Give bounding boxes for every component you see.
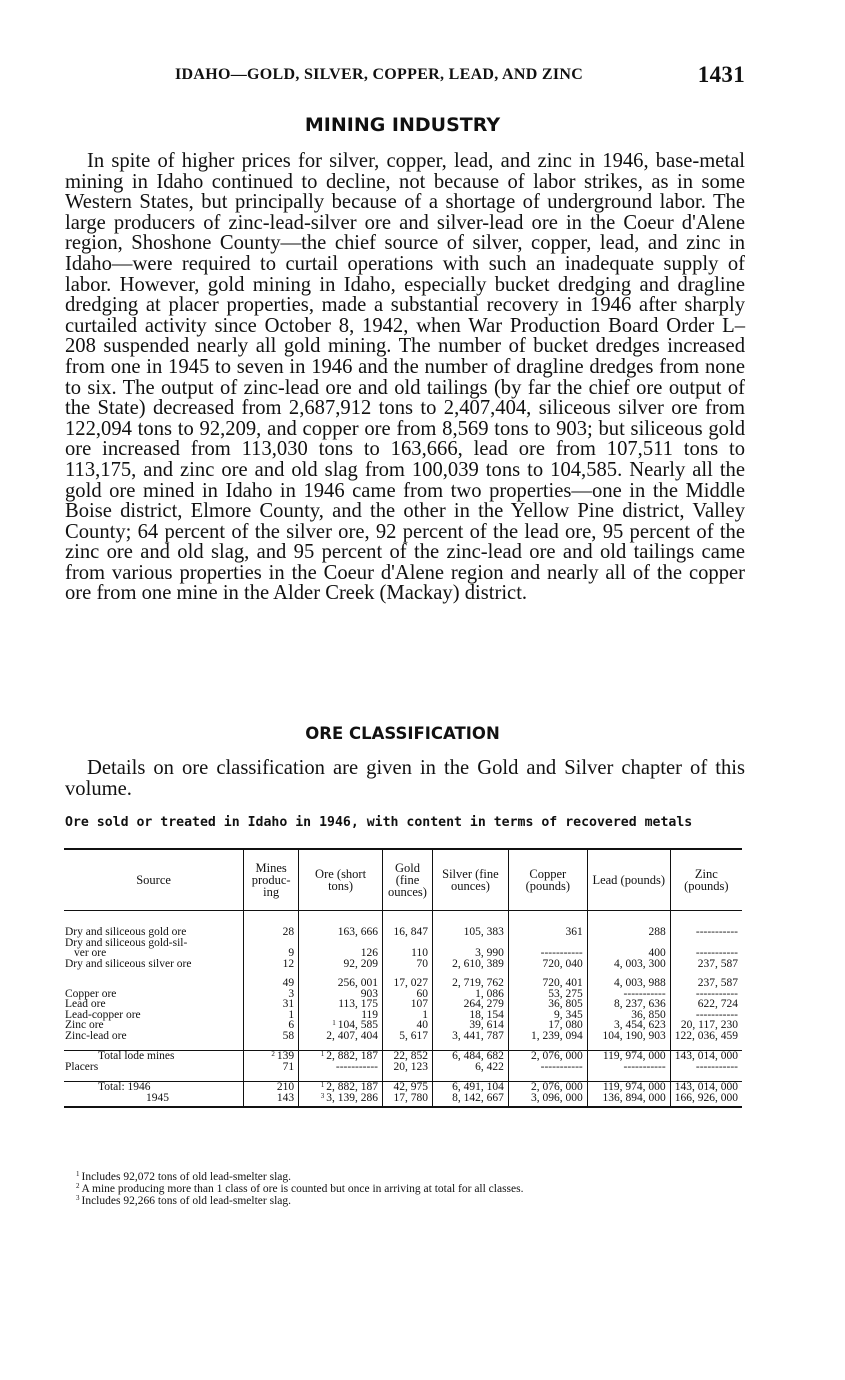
cell-copper: 3, 096, 000 xyxy=(508,1093,587,1104)
cell-copper: 2, 076, 000 xyxy=(508,1082,587,1093)
table-row xyxy=(64,1031,742,1042)
row-label: Lead-copper ore xyxy=(65,1008,141,1021)
cell-silver: 1, 086 xyxy=(432,989,508,1000)
cell-mines: 6 xyxy=(244,1020,299,1031)
cell-gold: 42, 975 xyxy=(383,1082,433,1093)
col-silver: Silver (fine ounces) xyxy=(432,849,508,911)
total-1946-row xyxy=(64,1082,742,1093)
footnote-mark: 2 xyxy=(271,1050,275,1058)
row-label: Dry and siliceous gold ore xyxy=(65,926,187,938)
col-copper: Copper (pounds) xyxy=(508,849,587,911)
cell-copper: 36, 805 xyxy=(508,999,587,1010)
cell-copper: ----------- xyxy=(508,1062,587,1073)
cell-mines: 143 xyxy=(244,1093,299,1104)
cell-silver: 6, 422 xyxy=(432,1062,508,1073)
table-row xyxy=(64,927,742,938)
cell-gold: 20, 123 xyxy=(383,1062,433,1073)
cell-ore: 92, 209 xyxy=(299,959,383,970)
cell-mines: 12 xyxy=(244,959,299,970)
col-mines: Mines produc- ing xyxy=(244,849,299,911)
cell-silver: 264, 279 xyxy=(432,999,508,1010)
footnote-mark: 1 xyxy=(76,1170,80,1178)
cell-gold: 17, 780 xyxy=(383,1093,433,1104)
footnote-mark: 1 xyxy=(320,1050,325,1058)
cell-zinc: 166, 926, 000 xyxy=(670,1093,742,1104)
cell-lead: ----------- xyxy=(587,1062,670,1073)
cell-ore-value: 2, 882, 187 xyxy=(326,1081,379,1093)
ore-table xyxy=(64,848,742,1108)
cell-zinc: 237, 587 xyxy=(670,978,742,989)
table-title: Ore sold or treated in Idaho in 1946, with content in terms of recovered metals xyxy=(65,815,693,830)
cell-lead: 8, 237, 636 xyxy=(587,999,670,1010)
cell-gold: 60 xyxy=(383,989,433,1000)
row-label: 1945 xyxy=(146,1091,169,1104)
cell-ore: 126 xyxy=(299,948,383,959)
cell-lead: ----------- xyxy=(587,989,670,1000)
cell-lead: 4, 003, 988 xyxy=(587,978,670,989)
cell-gold: 16, 847 xyxy=(383,927,433,938)
cell-mines: 210 xyxy=(244,1082,299,1093)
cell-ore: 163, 666 xyxy=(299,927,383,938)
cell-lead: 400 xyxy=(587,948,670,959)
table-row xyxy=(64,999,742,1010)
cell-lead: 119, 974, 000 xyxy=(587,1051,670,1062)
cell-gold: 70 xyxy=(383,959,433,970)
mining-industry-heading: MINING INDUSTRY xyxy=(304,114,501,136)
cell-copper: 361 xyxy=(508,927,587,938)
cell-silver: 6, 491, 104 xyxy=(432,1082,508,1093)
footnote-mark: 2 xyxy=(76,1182,80,1190)
table-row xyxy=(64,938,742,949)
table-header-row xyxy=(64,849,742,911)
col-zinc: Zinc (pounds) xyxy=(670,849,742,911)
cell-gold: 107 xyxy=(383,999,433,1010)
cell-zinc: 143, 014, 000 xyxy=(670,1051,742,1062)
cell-copper: 720, 401 xyxy=(508,978,587,989)
cell-zinc: 237, 587 xyxy=(670,959,742,970)
row-label: Placers xyxy=(65,1060,99,1073)
footnote xyxy=(76,1195,756,1207)
col-ore: Ore (short tons) xyxy=(299,849,383,911)
ore-classification-paragraph: Details on ore classification are given in the Gold and Silver chapter of this volume. xyxy=(65,757,745,800)
table-row xyxy=(64,1062,742,1073)
cell-lead: 104, 190, 903 xyxy=(587,1031,670,1042)
footnote-text: A mine producing more than 1 class of ore is counted but once in arriving at total for all classes. xyxy=(81,1183,524,1195)
footnote-mark: 3 xyxy=(320,1091,325,1100)
subtotal-row xyxy=(64,978,742,989)
col-source: Source xyxy=(64,849,244,911)
cell-ore: 113, 175 xyxy=(299,999,383,1010)
row-label: Dry and siliceous silver ore xyxy=(65,957,192,970)
row-label: Copper ore xyxy=(65,987,117,1000)
footnote-text: Includes 92,072 tons of old lead-smelter slag. xyxy=(81,1171,292,1183)
cell-mines: 1 xyxy=(244,1010,299,1021)
running-head: IDAHO—GOLD, SILVER, COPPER, LEAD, AND ZINC xyxy=(175,66,584,83)
cell-ore xyxy=(299,1020,383,1031)
cell-ore: 903 xyxy=(299,989,383,1000)
footnote-text: Includes 92,266 tons of old lead-smelter slag. xyxy=(81,1195,292,1207)
row-label: Lead ore xyxy=(65,998,106,1010)
cell-zinc: ----------- xyxy=(670,927,742,938)
cell-silver: 2, 719, 762 xyxy=(432,978,508,989)
cell-ore xyxy=(299,1093,383,1104)
cell-mines xyxy=(244,1051,299,1062)
row-label: Zinc-lead ore xyxy=(65,1029,127,1042)
row-label: ver ore xyxy=(74,947,107,959)
cell-copper: 17, 080 xyxy=(508,1020,587,1031)
col-lead: Lead (pounds) xyxy=(587,849,670,911)
table-row xyxy=(64,959,742,970)
cell-ore: 119 xyxy=(299,1010,383,1021)
cell-mines: 49 xyxy=(244,978,299,989)
cell-silver: 2, 610, 389 xyxy=(432,959,508,970)
cell-zinc: 20, 117, 230 xyxy=(670,1020,742,1031)
cell-zinc: 143, 014, 000 xyxy=(670,1082,742,1093)
cell-copper: ----------- xyxy=(508,948,587,959)
footnote xyxy=(76,1171,756,1183)
mining-industry-paragraph: In spite of higher prices for silver, copper, lead, and zinc in 1946, base-metal mining in Idaho continued to decline, not because of labor strikes, as in some Western States, but principally because of a shortage of underground labor. The large producers of zinc-lead-silver ore and silver-lead ore in the Coeur d'Alene region, Shoshone County—the chief source of silver, copper, lead, and zinc in Idaho—were required to curtail operations with such an inadequate supply of labor. However, gold mining in Idaho, especially bucket dredging and dragline dredging at placer properties, made a substantial recovery in 1946 after sharply curtailed activity since October 8, 1942, when War Production Board Order L–208 suspended nearly all gold mining. The number of bucket dredges increased from one in 1945 to seven in 1946 and the number of dragline dredges from none to six. The output of zinc-lead ore and old tailings (by far the chief ore output of the State) decreased from 2,687,912 tons to 2,407,404, siliceous silver ore from 122,094 tons to 92,209, and copper ore from 8,569 tons to 903; but siliceous gold ore increased from 113,030 tons to 163,666, lead ore from 107,511 tons to 113,175, and zinc ore and old slag from 100,039 tons to 104,585. Nearly all the gold ore mined in Idaho in 1946 came from two properties—one in the Middle Boise district, Elmore County, and the other in the Yellow Pine district, Valley County; 64 percent of the silver ore, 92 percent of the lead ore, 95 percent of the zinc ore and old slag, and 95 percent of the zinc-lead ore and old tailings came from various properties in the Coeur d'Alene region and nearly all of the copper ore from one mine in the Alder Creek (Mackay) district. xyxy=(65,150,745,605)
total-lode-row xyxy=(64,1051,742,1062)
cell-ore-value: 3, 139, 286 xyxy=(326,1091,379,1104)
cell-gold: 5, 617 xyxy=(383,1031,433,1042)
footnote xyxy=(76,1183,756,1195)
cell-ore xyxy=(299,1051,383,1062)
cell-ore: 256, 001 xyxy=(299,978,383,989)
cell-lead: 3, 454, 623 xyxy=(587,1020,670,1031)
cell-ore: 2, 407, 404 xyxy=(299,1031,383,1042)
cell-ore-value: 2, 882, 187 xyxy=(326,1050,379,1062)
cell-mines: 31 xyxy=(244,999,299,1010)
cell-gold: 17, 027 xyxy=(383,978,433,989)
cell-mines: 3 xyxy=(244,989,299,1000)
cell-lead: 4, 003, 300 xyxy=(587,959,670,970)
cell-gold: 1 xyxy=(383,1010,433,1021)
row-label: Zinc ore xyxy=(65,1019,104,1031)
cell-lead: 136, 894, 000 xyxy=(587,1093,670,1104)
cell-lead: 288 xyxy=(587,927,670,938)
cell-copper: 53, 275 xyxy=(508,989,587,1000)
cell-silver: 39, 614 xyxy=(432,1020,508,1031)
footnote-mark: 1 xyxy=(332,1019,336,1027)
cell-zinc: ----------- xyxy=(670,1010,742,1021)
cell-copper: 2, 076, 000 xyxy=(508,1051,587,1062)
footnote-mark: 3 xyxy=(76,1194,80,1202)
row-label: Total: 1946 xyxy=(64,1082,244,1093)
footnote-mark: 1 xyxy=(320,1081,325,1089)
ore-classification-heading: ORE CLASSIFICATION xyxy=(305,724,500,743)
cell-lead: 119, 974, 000 xyxy=(587,1082,670,1093)
cell-mines: 71 xyxy=(244,1062,299,1073)
table-row xyxy=(64,948,742,959)
page-number: 1431 xyxy=(697,62,745,87)
cell-zinc: ----------- xyxy=(670,948,742,959)
cell-zinc: 122, 036, 459 xyxy=(670,1031,742,1042)
cell-zinc: ----------- xyxy=(670,1062,742,1073)
col-gold: Gold (fine ounces) xyxy=(383,849,433,911)
cell-zinc: ----------- xyxy=(670,989,742,1000)
footnotes xyxy=(76,1171,756,1207)
table-row xyxy=(64,1020,742,1031)
cell-silver: 3, 990 xyxy=(432,948,508,959)
cell-gold: 110 xyxy=(383,948,433,959)
cell-silver: 6, 484, 682 xyxy=(432,1051,508,1062)
cell-mines: 58 xyxy=(244,1031,299,1042)
cell-copper: 9, 345 xyxy=(508,1010,587,1021)
cell-silver: 105, 383 xyxy=(432,927,508,938)
cell-zinc: 622, 724 xyxy=(670,999,742,1010)
cell-ore-value: 104, 585 xyxy=(337,1019,379,1031)
row-label: Total lode mines xyxy=(64,1051,244,1062)
cell-lead: 36, 850 xyxy=(587,1010,670,1021)
cell-mines: 9 xyxy=(244,948,299,959)
cell-ore: ----------- xyxy=(299,1062,383,1073)
cell-copper: 720, 040 xyxy=(508,959,587,970)
cell-mines-value: 139 xyxy=(276,1050,295,1062)
total-1945-row xyxy=(64,1093,742,1104)
cell-silver: 18, 154 xyxy=(432,1010,508,1021)
row-label: Dry and siliceous gold-sil- xyxy=(65,936,188,949)
cell-silver: 3, 441, 787 xyxy=(432,1031,508,1042)
cell-copper: 1, 239, 094 xyxy=(508,1031,587,1042)
cell-gold: 22, 852 xyxy=(383,1051,433,1062)
cell-gold: 40 xyxy=(383,1020,433,1031)
cell-mines: 28 xyxy=(244,927,299,938)
cell-silver: 8, 142, 667 xyxy=(432,1093,508,1104)
